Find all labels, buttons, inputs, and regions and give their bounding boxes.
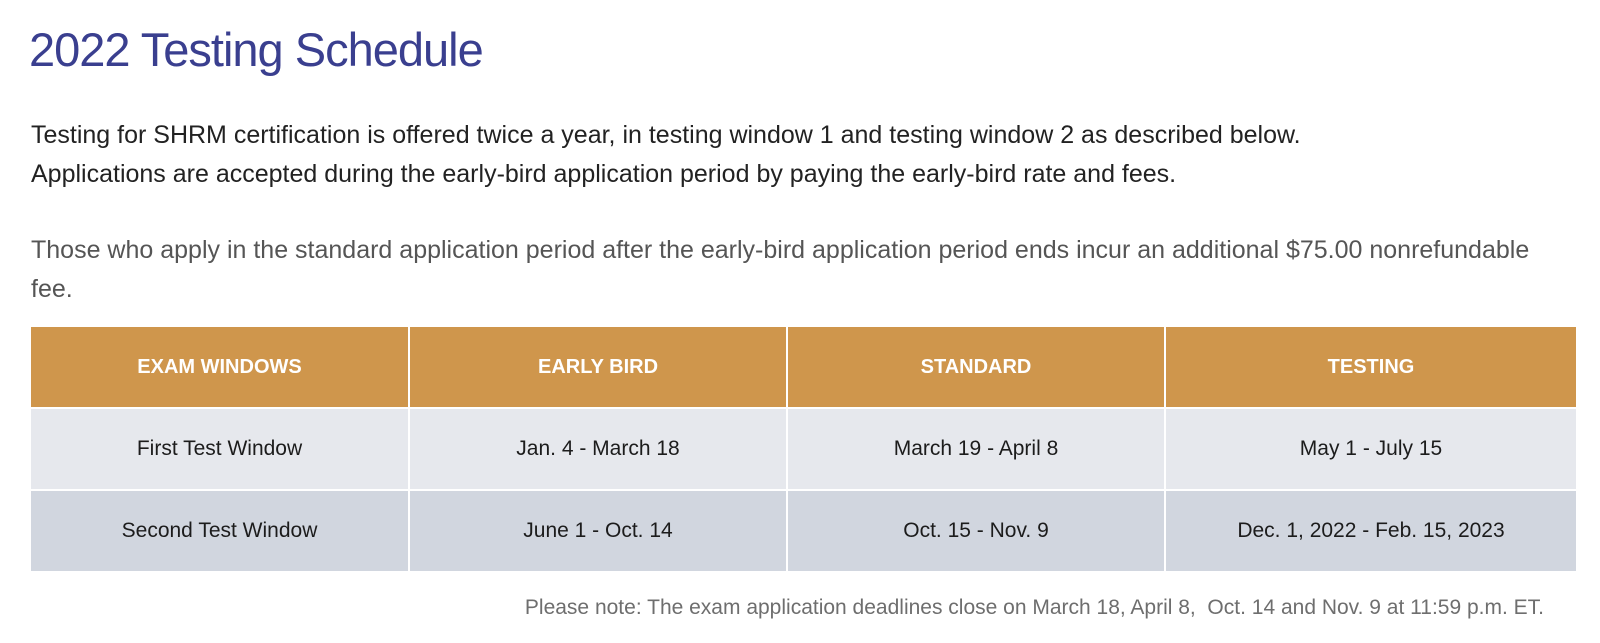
header-exam-windows: EXAM WINDOWS xyxy=(31,327,409,408)
cell-exam-window: Second Test Window xyxy=(31,490,409,571)
table-row xyxy=(31,408,1576,490)
intro-paragraph xyxy=(31,116,1571,194)
deadline-note: Please note: The exam application deadlines close on March 18, April 8, Oct. 14 and Nov. 9 at 11:59 p.m. ET. xyxy=(524,596,1544,619)
cell-standard: Oct. 15 - Nov. 9 xyxy=(787,490,1165,571)
page-title: 2022 Testing Schedule xyxy=(29,23,483,76)
cell-standard: March 19 - April 8 xyxy=(787,408,1165,490)
cell-early-bird: June 1 - Oct. 14 xyxy=(409,490,787,571)
intro-line-1: Testing for SHRM certification is offered twice a year, in testing window 1 and testing window 2 as described below. xyxy=(31,121,1301,149)
header-standard: STANDARD xyxy=(787,327,1165,408)
table-row xyxy=(31,490,1576,571)
fee-note: Those who apply in the standard application period after the early-bird application period ends incur an additional $75.00 nonrefundable fee. xyxy=(31,236,1530,303)
cell-testing: May 1 - July 15 xyxy=(1165,408,1576,490)
intro-line-2: Applications are accepted during the early-bird application period by paying the early-bird rate and fees. xyxy=(31,160,1177,188)
header-early-bird: EARLY BIRD xyxy=(409,327,787,408)
cell-testing: Dec. 1, 2022 - Feb. 15, 2023 xyxy=(1165,490,1576,571)
header-testing: TESTING xyxy=(1165,327,1576,408)
schedule-table xyxy=(31,327,1576,571)
cell-exam-window: First Test Window xyxy=(31,408,409,490)
table-header-row xyxy=(31,327,1576,408)
cell-early-bird: Jan. 4 - March 18 xyxy=(409,408,787,490)
